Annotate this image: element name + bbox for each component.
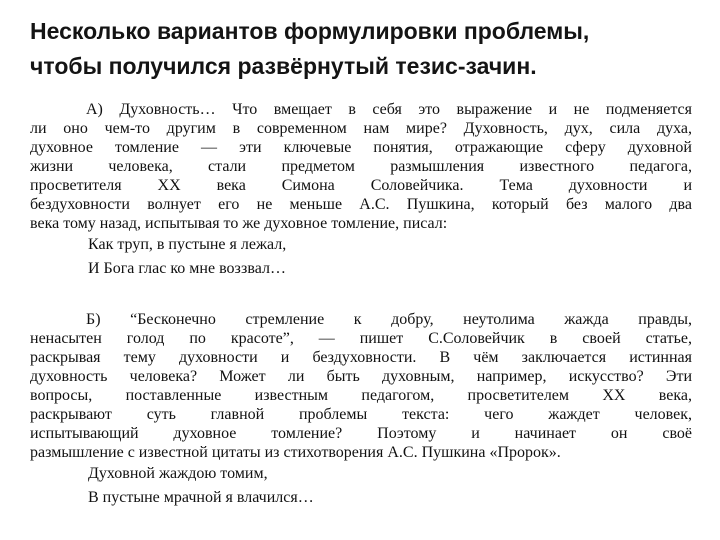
paragraph-line: вопросы, поставленные известным педагогом, просветителем XX века,	[30, 387, 692, 404]
paragraph-line: жизни человека, стали предметом размышления известного педагога,	[30, 158, 692, 175]
slide-title	[30, 14, 702, 84]
poem-quote-line: Духовной жаждою томим,	[88, 465, 268, 482]
poem-quote-line: Как труп, в пустыне я лежал,	[88, 236, 287, 253]
paragraph-line: духовное томление — эти ключевые понятия, отражающие сферу духовной	[30, 139, 692, 156]
paragraph-line: размышление с известной цитаты из стихотворения А.С. Пушкина «Пророк».	[30, 444, 561, 461]
paragraph-line: просветителя XX века Симона Соловейчика. Тема духовности и	[30, 177, 692, 194]
paragraph-line: Б) “Бесконечно стремление к добру, неутолима жажда правды,	[86, 311, 692, 328]
paragraph-line: бездуховности волнует его не меньше А.С. Пушкина, который без малого два	[30, 196, 692, 213]
paragraph-line: ли оно чем-то другим в современном нам мире? Духовность, дух, сила духа,	[30, 120, 692, 137]
paragraph-line: раскрывают суть главной проблемы текста: чего жаждет человек,	[30, 406, 692, 423]
paragraph-line: А) Духовность… Что вмещает в себя это выражение и не подменяется	[86, 101, 692, 118]
poem-quote-line: И Бога глас ко мне воззвал…	[88, 260, 286, 277]
paragraph-line: века тому назад, испытывая то же духовное томление, писал:	[30, 215, 448, 232]
paragraph-line: раскрывая тему духовности и бездуховности. В чём заключается истинная	[30, 349, 692, 366]
slide-title-line-1: Несколько вариантов формулировки проблемы,	[30, 18, 590, 44]
variant-a-paragraph	[30, 100, 692, 281]
poem-quote-line: В пустыне мрачной я влачился…	[88, 489, 314, 506]
paragraph-line: духовность человека? Может ли быть духовным, например, искусство? Эти	[30, 368, 692, 385]
slide-title-line-2: чтобы получился развёрнутый тезис-зачин.	[30, 53, 537, 79]
paragraph-line: ненасытен голод по красоте”, — пишет С.Соловейчик в своей статье,	[30, 330, 692, 347]
paragraph-line: испытывающий духовное томление? Поэтому и начинает он своё	[30, 425, 692, 442]
variant-b-paragraph	[30, 310, 692, 510]
